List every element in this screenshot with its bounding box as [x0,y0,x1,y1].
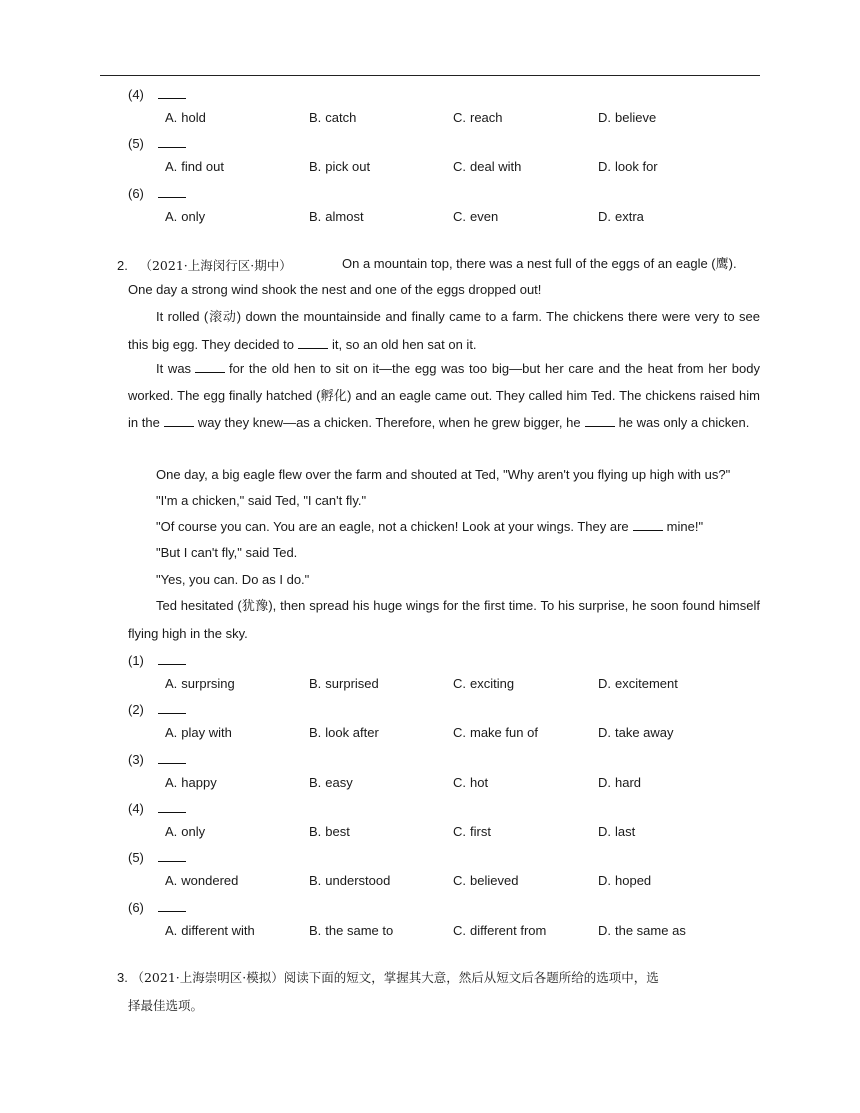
option-text: pick out [325,159,371,175]
option-letter: C. [453,676,466,691]
passage-line-1: On a mountain top, there was a nest full of the eggs of an eagle (鹰). [342,256,737,272]
option-text: even [470,208,499,224]
option-a[interactable] [165,873,238,888]
option-letter: C. [453,922,466,938]
option-c[interactable] [453,824,491,839]
passage-paragraph-4: One day, a big eagle flew over the farm and shouted at Ted, "Why aren't you flying up high with us?" [156,467,731,482]
option-letter: D. [598,774,611,790]
option-text: different from [470,922,547,938]
option-letter: B. [309,823,322,839]
option-letter: A. [165,110,178,125]
option-text: play with [181,725,232,741]
question-source: （2021·上海闵行区·期中） [139,258,292,273]
option-text: surprised [325,676,379,691]
answer-blank[interactable] [158,86,186,99]
option-d[interactable] [598,676,678,691]
option-letter: B. [309,725,322,741]
option-b[interactable] [309,110,356,125]
option-letter: D. [598,676,611,691]
passage-paragraph-6: "Of course you can. You are an eagle, not a chicken! Look at your wings. They are mine!" [156,519,704,534]
option-letter: A. [165,159,178,175]
option-text: the same to [325,922,394,938]
option-letter: A. [165,676,178,691]
question-item-number [128,135,186,151]
answer-blank[interactable] [158,849,186,862]
option-b[interactable] [309,676,379,691]
option-text: different with [181,922,255,938]
answer-blank[interactable] [158,800,186,813]
option-d[interactable] [598,923,686,938]
option-c[interactable] [453,159,521,174]
option-text: reach [470,110,503,125]
option-letter: D. [598,823,611,839]
blank-6[interactable] [633,518,663,531]
option-d[interactable] [598,110,656,125]
option-a[interactable] [165,824,205,839]
item-number: (5) [128,850,144,866]
option-d[interactable] [598,725,674,740]
option-b[interactable] [309,873,390,888]
option-letter: A. [165,922,178,938]
answer-blank[interactable] [158,701,186,714]
option-text: best [325,823,350,839]
option-b[interactable] [309,725,379,740]
question-number: 2. [117,258,128,273]
option-text: hold [181,110,206,125]
option-text: hot [470,774,489,790]
option-d[interactable] [598,824,635,839]
option-text: hard [615,774,642,790]
option-a[interactable] [165,159,224,174]
option-letter: C. [453,873,466,889]
option-letter: B. [309,676,322,691]
answer-blank[interactable] [158,185,186,198]
option-b[interactable] [309,209,364,224]
option-text: happy [181,774,217,790]
option-letter: A. [165,873,178,889]
option-letter: C. [453,725,466,741]
option-a[interactable] [165,209,205,224]
answer-blank[interactable] [158,135,186,148]
option-a[interactable] [165,923,255,938]
option-c[interactable] [453,873,518,888]
header-rule [100,75,760,76]
question-number: 3. [117,970,128,985]
option-letter: B. [309,159,322,175]
option-d[interactable] [598,775,641,790]
option-letter: D. [598,922,611,938]
option-c[interactable] [453,676,514,691]
option-text: make fun of [470,725,538,741]
option-text: believe [615,110,657,125]
question-item-number [128,899,186,915]
option-letter: B. [309,873,322,889]
question-3-instructions-line-2: 择最佳选项。 [128,998,204,1013]
answer-blank[interactable] [158,899,186,912]
option-letter: A. [165,823,178,839]
item-number: (6) [128,185,144,201]
option-b[interactable] [309,824,350,839]
option-text: extra [615,208,644,224]
question-3-instructions: （2021·上海崇明区·模拟）阅读下面的短文，掌握其大意，然后从短文后各题所给的选项中，选 [131,970,659,985]
item-number: (4) [128,800,144,816]
question-item-number [128,86,186,102]
option-text: find out [181,159,224,175]
option-text: look for [615,159,658,175]
question-item-number [128,701,186,717]
passage-paragraph-9: Ted hesitated (犹豫), then spread his huge wings for the first time. To his surprise, he soon found himself flying high in the sky. [128,598,760,641]
option-letter: C. [453,159,466,175]
item-number: (1) [128,653,144,668]
item-number: (4) [128,87,144,102]
option-text: exciting [470,676,515,691]
option-c[interactable] [453,775,488,790]
option-letter: B. [309,110,322,125]
passage-line-2: One day a strong wind shook the nest and one of the eggs dropped out! [128,282,542,297]
item-number: (3) [128,751,144,767]
option-d[interactable] [598,209,644,224]
option-c[interactable] [453,110,503,125]
option-text: easy [325,774,353,790]
option-letter: C. [453,208,466,224]
question-item-number [128,185,186,201]
passage-paragraph-7: "But I can't fly," said Ted. [156,545,298,560]
option-text: first [470,823,491,839]
option-letter: C. [453,774,466,790]
option-b[interactable] [309,775,353,790]
option-text: deal with [470,159,522,175]
option-letter: D. [598,208,611,224]
blank-4[interactable] [164,414,194,427]
item-number: (6) [128,899,144,915]
option-a[interactable] [165,775,217,790]
option-letter: B. [309,922,322,938]
option-b[interactable] [309,159,370,174]
option-a[interactable] [165,676,235,691]
option-d[interactable] [598,873,651,888]
passage-paragraph-3: It was for the old hen to sit on it—the egg was too big—but her care and the heat from her body worked. The egg finally hatched (孵化) and an eagle came out. They called him Ted. The chickens raised him in the way they knew—as a chicken. Therefore, when he grew bigger, he he was only a chicken. [128,361,760,430]
passage-paragraph-5: "I'm a chicken," said Ted, "I can't fly." [156,493,367,508]
option-letter: A. [165,725,178,741]
answer-blank[interactable] [158,751,186,764]
option-d[interactable] [598,159,658,174]
blank-3[interactable] [195,360,225,373]
option-text: surprsing [181,676,235,691]
option-letter: A. [165,208,178,224]
option-letter: D. [598,110,611,125]
passage-paragraph-8: "Yes, you can. Do as I do." [156,572,310,587]
answer-blank[interactable] [158,652,186,665]
option-c[interactable] [453,923,546,938]
option-text: hoped [615,873,652,889]
question-item-number [128,849,186,865]
option-c[interactable] [453,209,498,224]
option-text: catch [325,110,357,125]
option-letter: D. [598,873,611,889]
option-text: only [181,823,206,839]
option-text: believed [470,873,519,889]
option-text: excitement [615,676,678,691]
option-a[interactable] [165,110,206,125]
option-text: almost [325,208,364,224]
item-number: (2) [128,702,144,718]
blank-5[interactable] [585,414,615,427]
option-text: take away [615,725,674,741]
question-item-number [128,800,186,816]
question-item-number [128,751,186,767]
option-letter: C. [453,110,466,125]
question-item-number [128,652,186,668]
option-text: wondered [181,873,239,889]
option-text: only [181,208,206,224]
option-a[interactable] [165,725,232,740]
option-letter: C. [453,823,466,839]
option-c[interactable] [453,725,538,740]
option-b[interactable] [309,923,393,938]
option-text: last [615,823,636,839]
option-letter: A. [165,774,178,790]
item-number: (5) [128,136,144,152]
question-2-header [117,256,292,274]
question-3-header [117,964,760,992]
option-text: look after [325,725,379,741]
option-text: the same as [615,922,686,938]
option-letter: D. [598,159,611,175]
option-letter: D. [598,725,611,741]
option-letter: B. [309,208,322,224]
option-letter: B. [309,774,322,790]
blank-2[interactable] [298,336,328,349]
option-text: understood [325,873,391,889]
passage-paragraph-2: It rolled (滚动) down the mountainside and finally came to a farm. The chickens there were very to see this big egg. They decided to it, so an old hen sat on it. [128,309,760,352]
